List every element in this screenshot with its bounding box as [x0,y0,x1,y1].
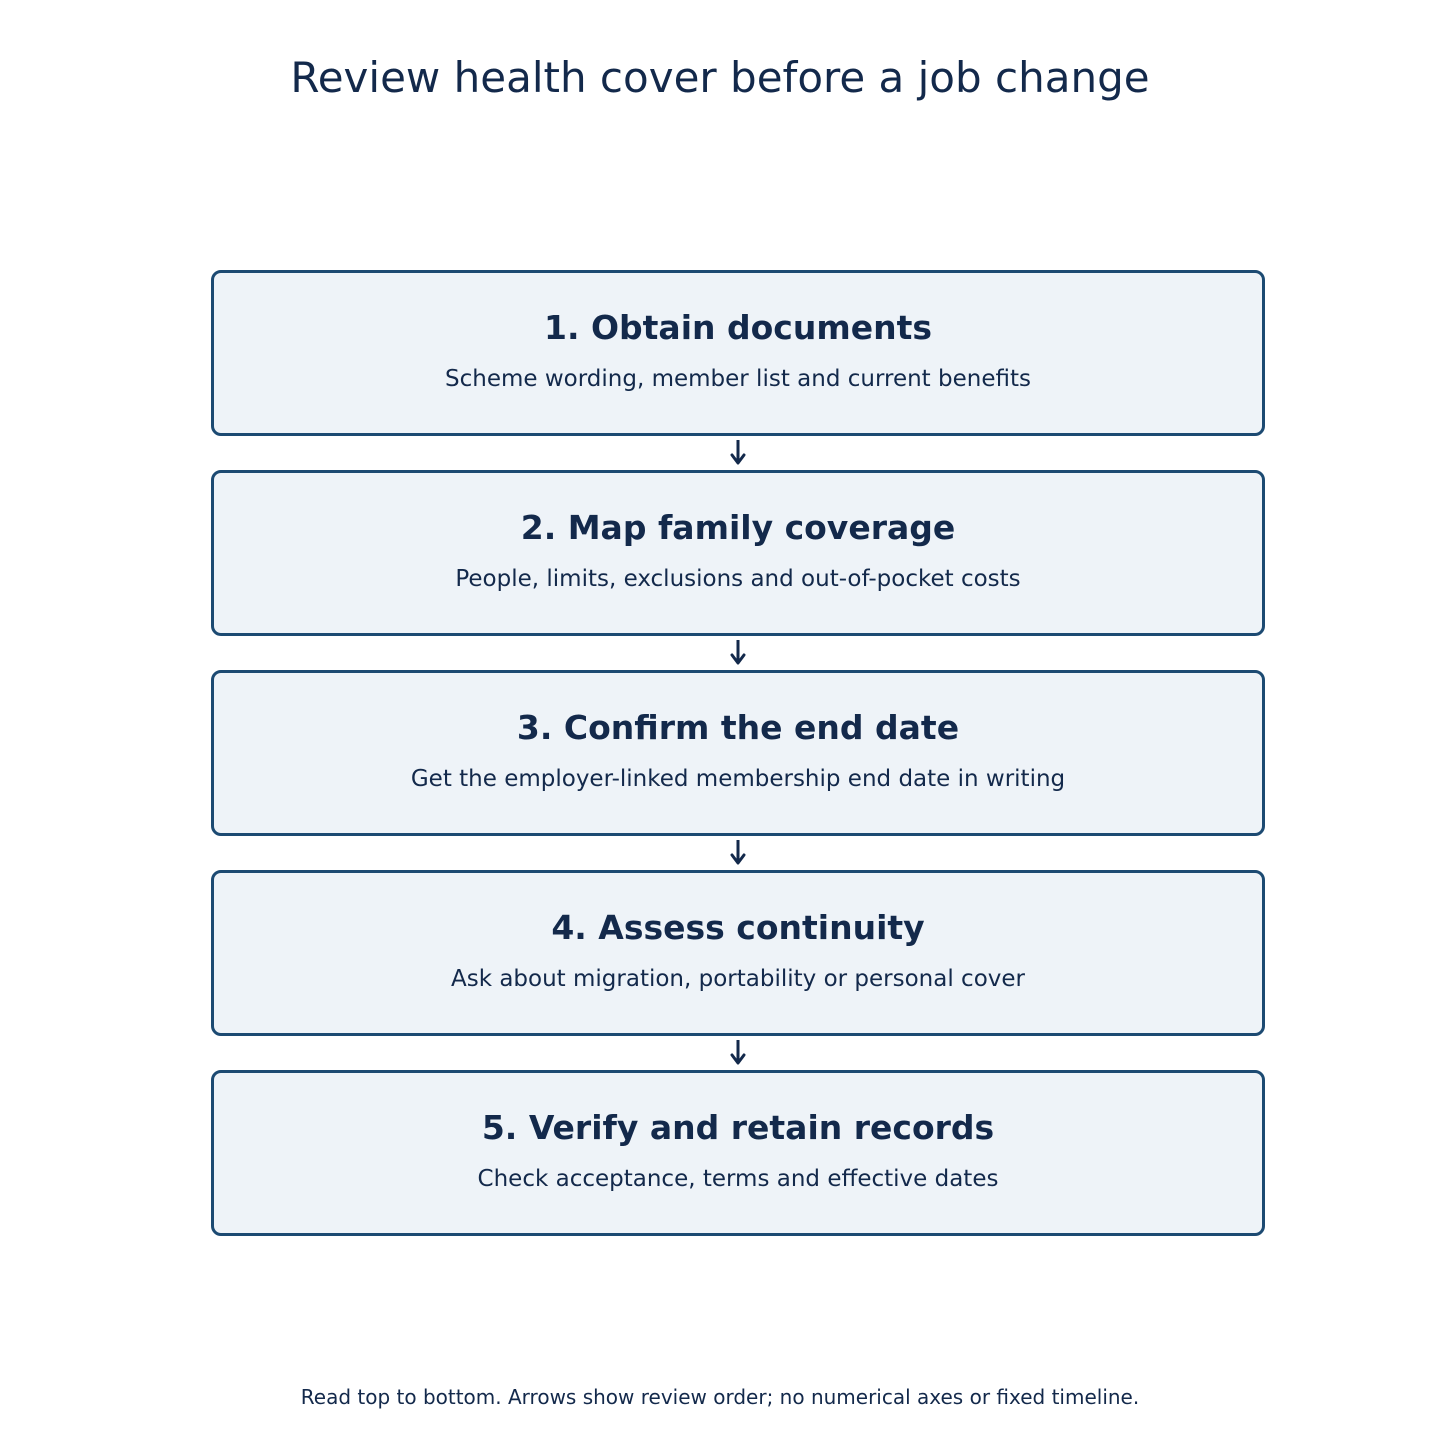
step-description: Get the employer-linked membership end date in writing [410,766,1066,792]
step-description: People, limits, exclusions and out-of-pocket costs [455,566,1021,592]
step-box-2 [211,470,1265,636]
footnote: Read top to bottom. Arrows show review order; no numerical axes or fixed timeline. [300,1385,1140,1409]
step-box-1 [211,270,1265,436]
step-title: 3. Confirm the end date [516,708,960,747]
arrow-down-icon [211,836,1265,870]
arrow-down-icon [211,1036,1265,1070]
step-title: 4. Assess continuity [551,908,925,947]
step-description: Check acceptance, terms and effective dates [477,1166,999,1192]
step-title: 1. Obtain documents [543,308,933,347]
step-box-3 [211,670,1265,836]
page-title: Review health cover before a job change [290,53,1150,102]
step-box-5 [211,1070,1265,1236]
arrow-down-icon [211,436,1265,470]
step-title: 5. Verify and retain records [481,1108,995,1147]
step-title: 2. Map family coverage [520,508,956,547]
step-description: Ask about migration, portability or personal cover [450,966,1025,992]
arrow-down-icon [211,636,1265,670]
step-box-4 [211,870,1265,1036]
step-description: Scheme wording, member list and current benefits [445,366,1031,392]
flowchart [211,270,1265,1236]
